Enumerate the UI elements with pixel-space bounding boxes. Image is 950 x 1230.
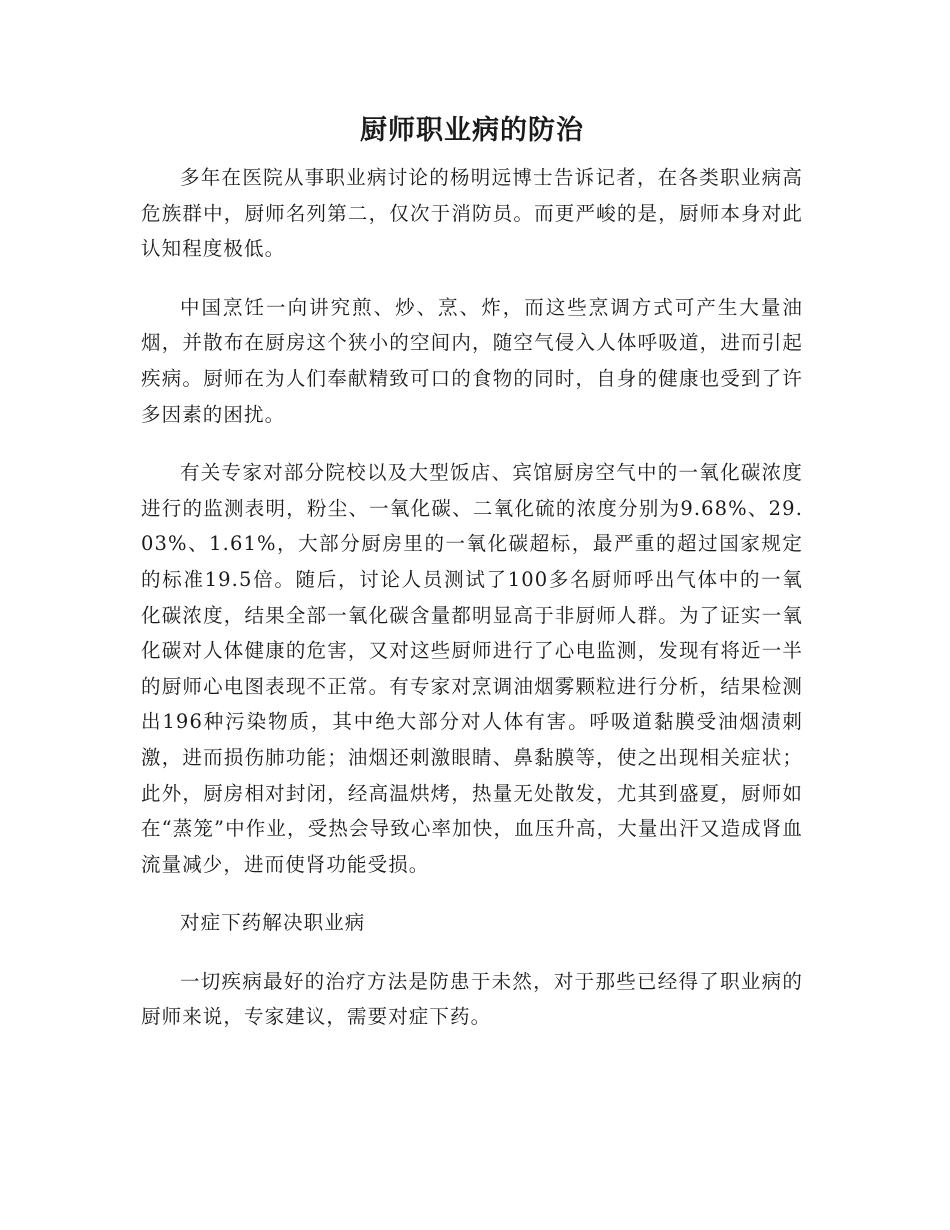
document-body [141,112,803,1058]
paragraph-prevention: 一切疾病最好的治疗方法是防患于未然，对于那些已经得了职业病的厨师来说，专家建议，需要对症下药。 [141,969,803,1029]
paragraph-cooking-fumes: 中国烹饪一向讲究煎、炒、烹、炸，而这些烹调方式可产生大量油烟，并散布在厨房这个狭小的空间内，随空气侵入人体呼吸道，进而引起疾病。厨师在为人们奉献精致可口的食物的同时，自身的健康也受到了许多因素的困扰。 [141,295,803,426]
document-title: 厨师职业病的防治 [360,115,584,146]
section-subheading: 对症下药解决职业病 [180,911,366,935]
paragraph-intro: 多年在医院从事职业病讨论的杨明远博士告诉记者，在各类职业病高危族群中，厨师名列第二，仅次于消防员。而更严峻的是，厨师本身对此认知程度极低。 [141,166,803,261]
paragraph-monitoring-results: 有关专家对部分院校以及大型饭店、宾馆厨房空气中的一氧化碳浓度进行的监测表明，粉尘、一氧化碳、二氧化硫的浓度分别为9.68%、29.03%、1.61%，大部分厨房里的一氧化碳超标，最严重的超过国家规定的标准19.5倍。随后，讨论人员测试了100多名厨师呼出气体中的一氧化碳浓度，结果全部一氧化碳含量都明显高于非厨师人群。为了证实一氧化碳对人体健康的危害，又对这些厨师进行了心电监测，发现有将近一半的厨师心电图表现不正常。有专家对烹调油烟雾颗粒进行分析，结果检测出196种污染物质，其中绝大部分对人体有害。呼吸道黏膜受油烟渍刺激，进而损伤肺功能；油烟还刺激眼睛、鼻黏膜等，使之出现相关症状；此外，厨房相对封闭，经高温烘烤，热量无处散发，尤其到盛夏，厨师如在“蒸笼”中作业，受热会导致心率加快，血压升高，大量出汗又造成肾血流量减少，进而使肾功能受损。 [141,461,803,876]
